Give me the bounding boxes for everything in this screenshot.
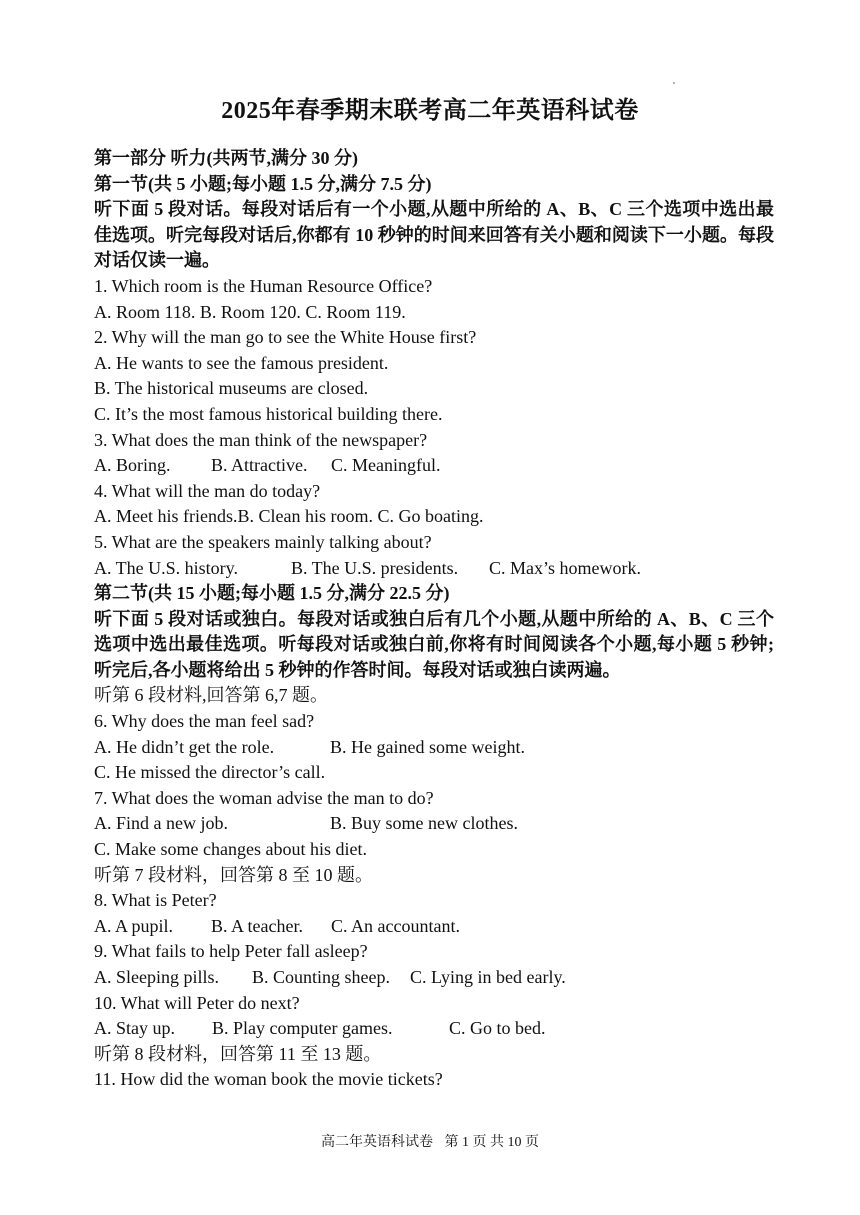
question-9-options xyxy=(94,965,774,991)
section2-instruction: 听下面 5 段对话或独白。每段对话或独白后有几个小题,从题中所给的 A、B、C 三个选项中选出最佳选项。听每段对话或独白前,你将有时间阅读各个小题,每小题 5 秒钟;听完后,各小题将给出 5 秒钟的作答时间。每段对话或独白读两遍。 xyxy=(94,608,774,680)
question-8: 8. What is Peter? xyxy=(94,890,217,911)
question-7-option-c: C. Make some changes about his diet. xyxy=(94,839,367,860)
question-5-option-b: B. The U.S. presidents. xyxy=(291,557,459,578)
question-8-option-a: A. A pupil. xyxy=(94,915,174,936)
question-5-options xyxy=(94,556,774,582)
question-3-options xyxy=(94,453,774,479)
section1-instruction: 听下面 5 段对话。每段对话后有一个小题,从题中所给的 A、B、C 三个选项中选出最佳选项。听完每段对话后,你都有 10 秒钟的时间来回答有关小题和阅读下一小题。每段对话仅读一遍。 xyxy=(94,199,774,271)
question-5-option-c: C. Max’s homework. xyxy=(489,557,641,578)
question-3: 3. What does the man think of the newspaper? xyxy=(94,429,428,450)
question-1: 1. Which room is the Human Resource Office? xyxy=(94,275,433,296)
question-8-option-c: C. An accountant. xyxy=(331,915,460,936)
question-4: 4. What will the man do today? xyxy=(94,480,321,501)
question-1-options: A. Room 118. B. Room 120. C. Room 119. xyxy=(94,301,406,322)
question-3-option-a: A. Boring. xyxy=(94,455,171,476)
question-10-option-a: A. Stay up. xyxy=(94,1018,175,1039)
question-8-option-b: B. A teacher. xyxy=(211,915,303,936)
question-4-options: A. Meet his friends.B. Clean his room. C. Go boating. xyxy=(94,506,484,527)
exam-content xyxy=(94,146,774,1093)
question-7: 7. What does the woman advise the man to do? xyxy=(94,787,434,808)
question-9-option-b: B. Counting sheep. xyxy=(252,967,390,987)
page-title: 2025年春季期末联考高二年英语科试卷 xyxy=(221,98,639,124)
question-6-option-b: B. He gained some weight. xyxy=(330,736,525,757)
question-9-option-a: A. Sleeping pills. xyxy=(94,967,219,987)
question-10-option-c: C. Go to bed. xyxy=(449,1018,546,1039)
footer-page-number: 第 1 页 共 10 页 xyxy=(444,1135,539,1150)
question-6-option-c: C. He missed the director’s call. xyxy=(94,762,326,783)
question-8-options xyxy=(94,914,774,940)
section2-heading: 第二节(共 15 小题;每小题 1.5 分,满分 22.5 分) xyxy=(94,583,450,604)
question-11: 11. How did the woman book the movie tickets? xyxy=(94,1069,443,1090)
question-9: 9. What fails to help Peter fall asleep? xyxy=(94,941,368,962)
question-6-options-ab xyxy=(94,735,774,761)
question-10-option-b: B. Play computer games. xyxy=(212,1018,393,1039)
question-7-option-b: B. Buy some new clothes. xyxy=(330,813,518,834)
question-9-option-c: C. Lying in bed early. xyxy=(410,967,566,987)
question-5-option-a: A. The U.S. history. xyxy=(94,557,238,578)
question-2-option-b: B. The historical museums are closed. xyxy=(94,378,369,399)
question-6-option-a: A. He didn’t get the role. xyxy=(94,736,275,757)
question-3-option-b: B. Attractive. xyxy=(211,455,308,476)
question-7-option-a: A. Find a new job. xyxy=(94,813,228,834)
scan-speck xyxy=(673,82,675,84)
question-7-options-ab xyxy=(94,811,774,837)
question-10-options xyxy=(94,1016,774,1042)
question-2-option-a: A. He wants to see the famous president. xyxy=(94,352,389,373)
page-footer xyxy=(0,1131,860,1151)
question-2: 2. Why will the man go to see the White House first? xyxy=(94,327,477,348)
question-10: 10. What will Peter do next? xyxy=(94,992,300,1013)
section1-heading: 第一节(共 5 小题;每小题 1.5 分,满分 7.5 分) xyxy=(94,173,432,194)
material-6-note: 听第 6 段材料,回答第 6,7 题。 xyxy=(94,685,328,706)
question-2-option-c: C. It’s the most famous historical building there. xyxy=(94,403,443,424)
question-6: 6. Why does the man feel sad? xyxy=(94,711,315,732)
part1-heading: 第一部分 听力(共两节,满分 30 分) xyxy=(94,148,358,168)
material-8-note: 听第 8 段材料，回答第 11 至 13 题。 xyxy=(94,1043,382,1064)
question-3-option-c: C. Meaningful. xyxy=(331,455,441,476)
question-5: 5. What are the speakers mainly talking about? xyxy=(94,531,432,552)
footer-subject: 高二年英语科试卷 xyxy=(321,1135,433,1150)
material-7-note: 听第 7 段材料，回答第 8 至 10 题。 xyxy=(94,864,373,885)
